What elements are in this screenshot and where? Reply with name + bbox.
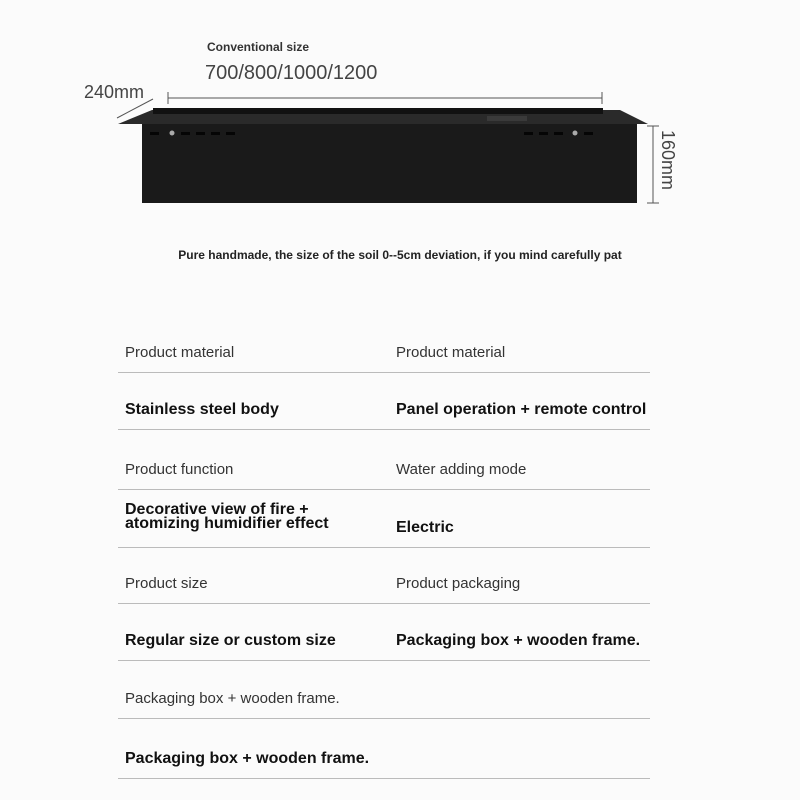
spec-cell-left: Product function — [125, 461, 234, 478]
spec-row — [118, 662, 650, 719]
spec-row — [118, 549, 650, 604]
spec-row — [118, 431, 650, 490]
spec-cell-left: Packaging box + wooden frame. — [125, 750, 370, 767]
depth-label: 240mm — [84, 82, 145, 102]
handmade-note: Pure handmade, the size of the soil 0--5cm deviation, if you mind carefully pat — [178, 248, 622, 262]
spec-row — [118, 491, 650, 548]
spec-cell-left: Stainless steel body — [125, 401, 279, 418]
conventional-size-label: Conventional size — [207, 40, 310, 54]
spec-row — [118, 720, 650, 779]
width-options: 700/800/1000/1200 — [205, 62, 378, 84]
spec-cell-right: Water adding mode — [396, 461, 527, 478]
spec-row — [118, 318, 650, 373]
spec-cell-left: Decorative view of fire + atomizing humidifier effect — [125, 501, 329, 532]
height-label: 160mm — [658, 130, 678, 191]
spec-row — [118, 374, 650, 430]
spec-cell-right: Packaging box + wooden frame. — [396, 632, 641, 649]
spec-row — [118, 605, 650, 661]
screw-icon — [573, 131, 578, 136]
fireplace-lid — [153, 108, 603, 114]
fireplace-body — [142, 124, 637, 203]
screw-icon — [170, 131, 175, 136]
fireplace-diagram — [0, 0, 800, 240]
spec-cell-left: Packaging box + wooden frame. — [125, 690, 340, 707]
spec-cell-left: Product size — [125, 575, 208, 592]
spec-cell-right: Product material — [396, 344, 506, 361]
spec-cell-right: Panel operation + remote control — [396, 401, 647, 418]
control-panel — [487, 116, 527, 121]
spec-cell-left: Regular size or custom size — [125, 632, 336, 649]
spec-cell-right: Product packaging — [396, 575, 521, 592]
spec-cell-right: Electric — [396, 519, 454, 536]
spec-cell-left: Product material — [125, 344, 235, 361]
